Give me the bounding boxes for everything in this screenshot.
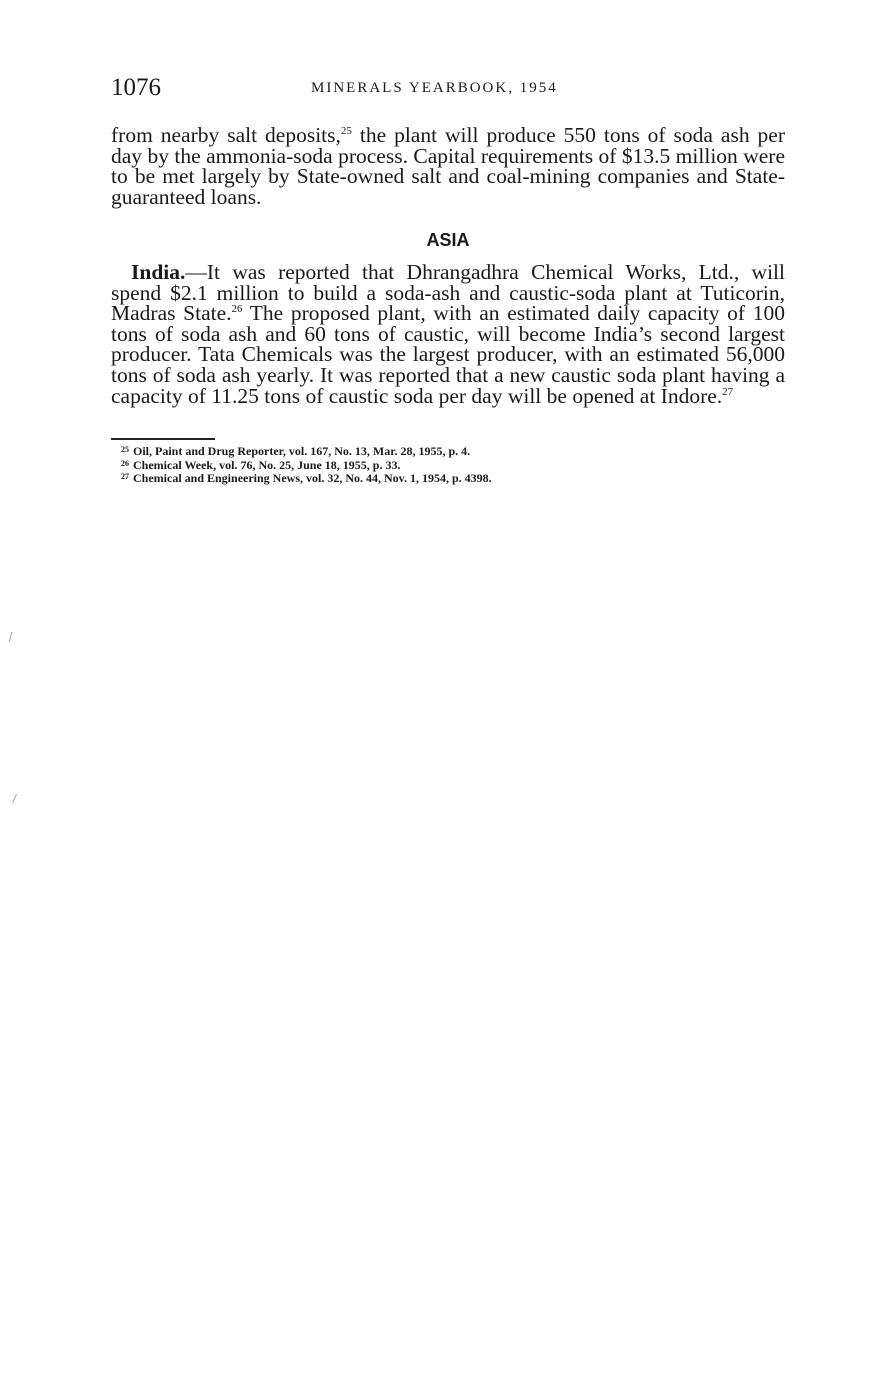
continued-paragraph-text-1: from nearby salt deposits, — [111, 123, 341, 147]
footnote-ref-27: 27 — [722, 385, 734, 398]
india-paragraph-text-1: —It was reported that Dhrangadhra Chemical Works, Ltd., will spend $2.1 million to build a soda-ash and caustic-soda plant at Tuticorin, Madras State. — [111, 260, 785, 326]
footnote-ref-25: 25 — [340, 125, 352, 137]
scan-mark — [9, 632, 13, 642]
footnote-number: 27 — [121, 472, 129, 482]
footnotes — [121, 444, 785, 485]
footnote-26 — [121, 458, 785, 472]
india-run-in-head: India. — [131, 260, 186, 284]
footnote-text: Chemical Week, vol. 76, No. 25, June 18, 1955, p. 33. — [133, 457, 401, 472]
footnote-27 — [121, 471, 785, 485]
footnote-number: 26 — [121, 458, 129, 468]
scan-mark — [12, 794, 17, 803]
continued-paragraph — [111, 125, 785, 207]
footnote-25 — [121, 444, 785, 458]
india-paragraph — [111, 262, 785, 406]
section-heading: ASIA — [426, 230, 470, 250]
footnote-text: Chemical and Engineering News, vol. 32, No. 44, Nov. 1, 1954, p. 4398. — [133, 471, 492, 486]
india-paragraph-text-2: The proposed plant, with an estimated daily capacity of 100 tons of soda ash and 60 tons of caustic, will become India’s second largest producer. Tata Chemicals was the largest producer, with an estimated 56,000 tons of soda ash yearly. It was reported that a new caustic soda plant having a capacity of 11.25 tons of caustic soda per day will be opened at Indore. — [111, 301, 785, 408]
footnote-number: 25 — [121, 445, 129, 454]
running-head — [111, 72, 787, 104]
page-number: 1076 — [111, 74, 161, 101]
footnote-text: Oil, Paint and Drug Reporter, vol. 167, No. 13, Mar. 28, 1955, p. 4. — [133, 444, 471, 458]
footnote-divider — [111, 438, 215, 440]
running-title: MINERALS YEARBOOK, 1954 — [311, 80, 558, 96]
continued-paragraph-text-2: the plant will produce 550 tons of soda ash per day by the ammonia-soda process. Capital requirements of $13.5 million were to be met largely by State-owned salt and coal-mining companies and State-guaranteed loans. — [111, 123, 785, 209]
footnote-ref-26: 26 — [231, 303, 243, 316]
